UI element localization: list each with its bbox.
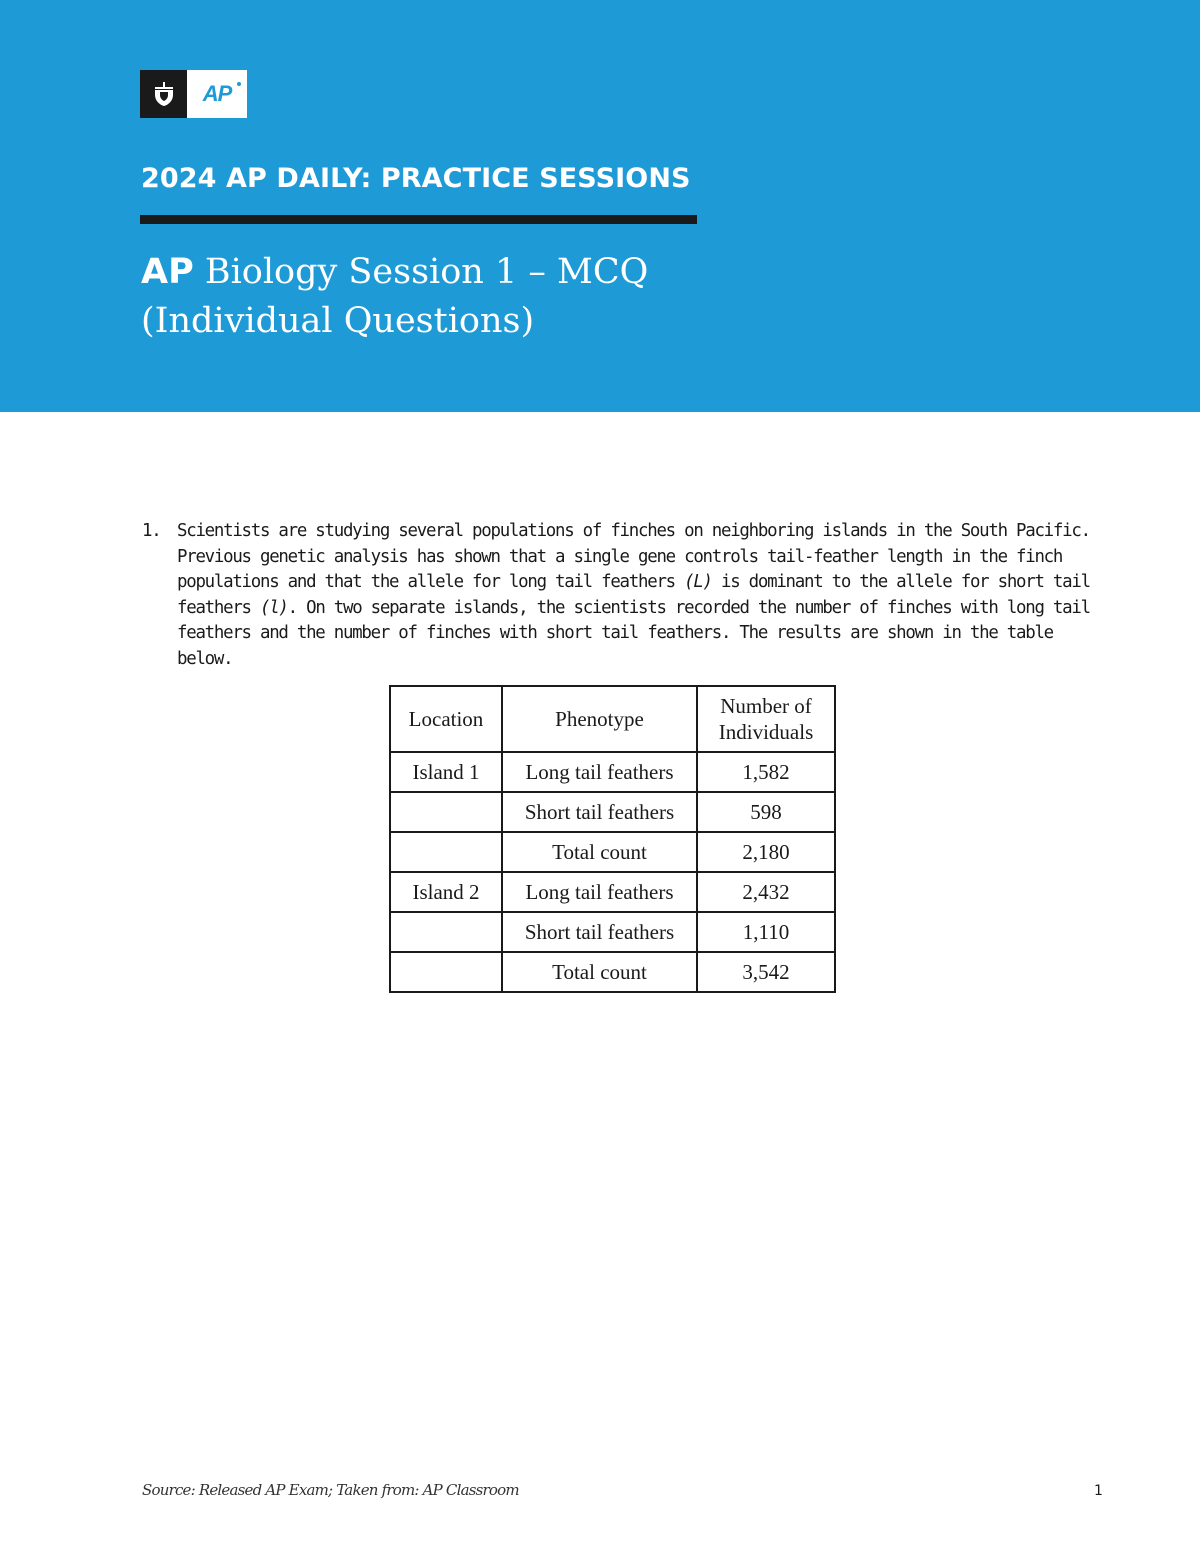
table-cell-number: 3,542 bbox=[697, 952, 835, 992]
table-cell-number: 1,582 bbox=[697, 752, 835, 792]
table-cell-number: 2,180 bbox=[697, 832, 835, 872]
ap-logo bbox=[140, 70, 247, 118]
table-row bbox=[390, 912, 835, 952]
document-title-line-2: (Individual Questions) bbox=[141, 301, 535, 341]
document-title-line-1 bbox=[141, 248, 1041, 297]
table-cell-location bbox=[390, 912, 502, 952]
acorn-shield-icon bbox=[140, 70, 187, 118]
table-cell-phenotype: Long tail feathers bbox=[502, 752, 697, 792]
question-text bbox=[177, 519, 1102, 672]
table-cell-phenotype: Short tail feathers bbox=[502, 792, 697, 832]
column-header-location: Location bbox=[390, 686, 502, 752]
table-cell-location bbox=[390, 832, 502, 872]
table-cell-phenotype: Total count bbox=[502, 832, 697, 872]
column-header-phenotype: Phenotype bbox=[502, 686, 697, 752]
table-cell-location: Island 1 bbox=[390, 752, 502, 792]
document-title-subject: Biology Session 1 – MCQ bbox=[193, 252, 649, 292]
allele-dominant: (L) bbox=[684, 572, 712, 592]
question-text-part-2: is dominant to the allele for short tail feathers bbox=[177, 572, 1090, 618]
footer-source: Source: Released AP Exam; Taken from: AP Classroom bbox=[142, 1481, 519, 1499]
table-row bbox=[390, 872, 835, 912]
table-cell-number: 598 bbox=[697, 792, 835, 832]
allele-recessive: (l) bbox=[259, 597, 288, 618]
table-cell-location bbox=[390, 952, 502, 992]
finch-data-table bbox=[389, 685, 836, 993]
header-banner bbox=[0, 0, 1200, 412]
column-header-number-text: Number of Individuals bbox=[718, 694, 814, 744]
page-number: 1 bbox=[1094, 1483, 1103, 1499]
table-cell-phenotype: Short tail feathers bbox=[502, 912, 697, 952]
table-cell-phenotype: Total count bbox=[502, 952, 697, 992]
trademark-dot-icon bbox=[237, 82, 241, 86]
question-number: 1. bbox=[142, 521, 161, 541]
table-cell-number: 1,110 bbox=[697, 912, 835, 952]
question-1 bbox=[142, 519, 1102, 672]
column-header-number bbox=[697, 686, 835, 752]
table-header-row bbox=[390, 686, 835, 752]
ap-logo-text: AP bbox=[202, 81, 232, 106]
table-row bbox=[390, 752, 835, 792]
table-cell-number: 2,432 bbox=[697, 872, 835, 912]
title-divider bbox=[140, 215, 697, 224]
table-cell-location bbox=[390, 792, 502, 832]
table-cell-phenotype: Long tail feathers bbox=[502, 872, 697, 912]
series-title: 2024 AP DAILY: PRACTICE SESSIONS bbox=[141, 163, 691, 194]
table-row bbox=[390, 792, 835, 832]
question-text-part-3: . On two separate islands, the scientists recorded the number of finches with long tail feathers and the number of finches with short tail feathers. The results are shown in the table below. bbox=[177, 597, 1090, 669]
ap-logo-mark bbox=[187, 70, 247, 118]
table-row bbox=[390, 832, 835, 872]
document-title-prefix: AP bbox=[141, 252, 194, 292]
table-row bbox=[390, 952, 835, 992]
document-title bbox=[141, 248, 1041, 346]
question-text-part-1: Scientists are studying several populations of finches on neighboring islands in the South Pacific. Previous genetic analysis has shown that a single gene controls tail-feather length in the finch populations and that the allele for long tail feathers bbox=[177, 521, 1090, 592]
table-cell-location: Island 2 bbox=[390, 872, 502, 912]
